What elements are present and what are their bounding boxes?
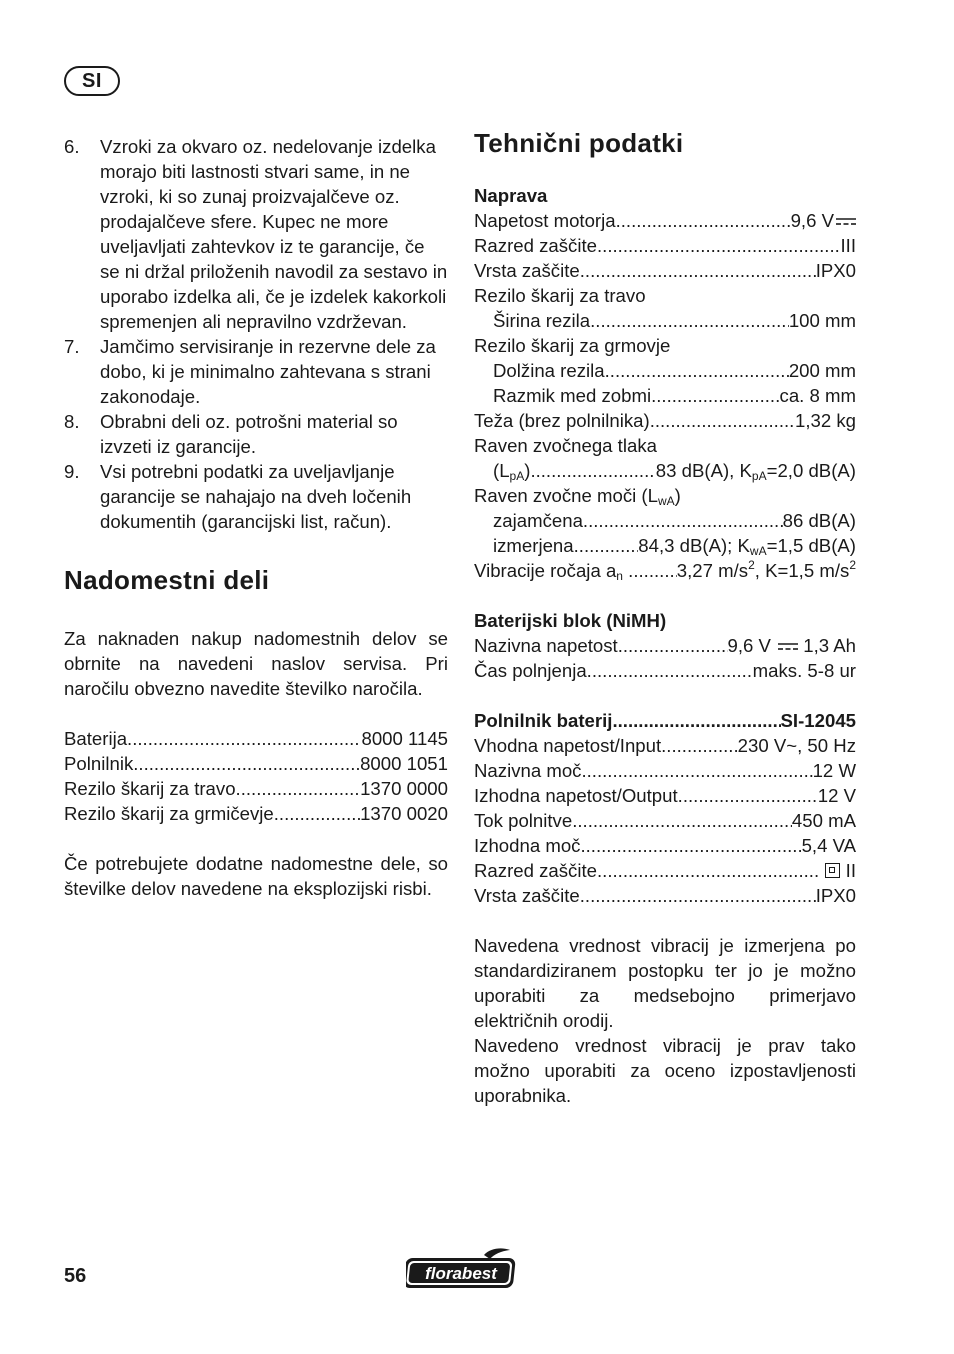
spare-parts-note: Če potrebujete dodatne nadomestne dele, so številke delov navedene na eksplozijski risbi.	[64, 853, 448, 899]
spare-part-row	[64, 751, 448, 776]
battery-subheading: Baterijski blok (NiMH)	[474, 610, 667, 631]
spec-label: Napetost motorja	[474, 210, 616, 231]
spec-value: 86 dB(A)	[782, 510, 856, 531]
spare-part-number: 8000 1145	[361, 728, 448, 749]
spec-label: Širina rezila	[493, 310, 591, 331]
list-number: 9.	[64, 461, 80, 482]
spec-label: Vrsta zaščite	[474, 260, 580, 281]
spec-value: 83 dB(A), $K_{pA}=2,0$ dB(A)	[655, 460, 856, 483]
spec-row-sound-pressure	[474, 458, 856, 483]
list-item	[64, 134, 448, 334]
spare-parts-heading: Nadomestni deli	[64, 565, 270, 595]
spare-parts-intro: Za naknaden nakup nadomestnih delov se obrnite na navedeni naslov servisa. Pri naročilu obvezno navedite številko naročila.	[64, 628, 448, 699]
spec-row-weight	[474, 408, 856, 433]
spec-value: 230 V~, 50 Hz	[737, 735, 856, 756]
spec-row-guaranteed	[474, 508, 856, 533]
spec-value: 12 W	[812, 760, 856, 781]
spare-part-label: Rezilo škarij za travo	[64, 778, 236, 799]
spec-label: Razred zaščite	[474, 235, 597, 256]
spec-label: Tok polnitve	[474, 810, 573, 831]
spec-label: Teža (brez polnilnika)	[474, 410, 650, 431]
spare-parts-list	[64, 726, 448, 826]
spec-value: 450 mA	[791, 810, 856, 831]
spec-group-sound-power: Raven zvočne moči $(L_{wA})$	[474, 485, 681, 508]
spec-row-blade-width	[474, 308, 856, 333]
double-insulation-icon	[825, 863, 840, 878]
left-column	[64, 134, 448, 901]
vibration-note-2: Navedeno vrednost vibracij je prav tako možno uporabiti za oceno izpostavljenosti uporabnika.	[474, 1035, 856, 1106]
spec-row-charger-protection-class	[474, 858, 856, 883]
dc-current-icon	[836, 216, 856, 226]
spec-value: 200 mm	[788, 360, 856, 381]
spec-row-charge-time	[474, 658, 856, 683]
list-text: Vsi potrebni podatki za uveljavljanje garancije se nahajajo na dveh ločenih dokumentih (garancijski list, račun).	[100, 461, 412, 532]
spec-value: 3,27 $m/s^2$, K=1,5 $m/s^2$	[676, 558, 856, 581]
list-item	[64, 334, 448, 409]
spare-part-row	[64, 776, 448, 801]
spec-label: Vhodna napetost/Input	[474, 735, 662, 756]
spec-label: $(L_{pA})$	[493, 460, 531, 483]
spec-row-tooth-gap	[474, 383, 856, 408]
list-item	[64, 409, 448, 459]
spec-value: III	[840, 235, 856, 256]
spec-label: zajamčena	[493, 510, 583, 531]
spec-value: 5,4 VA	[801, 835, 856, 856]
list-number: 7.	[64, 336, 80, 357]
spec-row-nominal-voltage	[474, 633, 856, 658]
spare-part-number: 8000 1051	[360, 753, 448, 774]
svg-text:florabest: florabest	[425, 1264, 497, 1283]
spec-row-rated-power	[474, 758, 856, 783]
spec-value: II	[819, 858, 856, 883]
spare-part-number: 1370 0020	[360, 803, 448, 824]
warranty-list	[64, 134, 448, 534]
spare-part-label: Baterija	[64, 728, 128, 749]
spec-label: Razmik med zobmi	[493, 385, 652, 406]
spec-row-input-voltage	[474, 733, 856, 758]
list-item	[64, 459, 448, 534]
spec-value: 12 V	[817, 785, 856, 806]
list-text: Vzroki za okvaro oz. nedelovanje izdelka morajo biti lastnosti stvari same, in ne vzroki, ki so zunaj proizvajalčeve oz. prodajalčeve sfere. Kupec ne more uveljavljati zahtevkov iz te garancije, če se ni držal priloženih navodil za sestavo in uporabo izdelka ali, če je izdelek kakorkoli spremenjen ali nepravilno vzdrževan.	[100, 136, 448, 332]
spec-value: 100 mm	[788, 310, 856, 331]
spec-value: IPX0	[815, 260, 856, 281]
list-number: 8.	[64, 411, 80, 432]
spec-value: IPX0	[815, 885, 856, 906]
spec-label: izmerjena	[493, 535, 574, 556]
spec-label: Nazivna moč	[474, 760, 582, 781]
spare-part-row	[64, 726, 448, 751]
spec-row-measured	[474, 533, 856, 558]
charger-subheading	[474, 708, 856, 733]
spec-group-shrub-blade: Rezilo škarij za grmovje	[474, 335, 671, 356]
spec-value: 9,6 V	[791, 208, 856, 233]
spec-label: Dolžina rezila	[493, 360, 605, 381]
spare-part-label: Polnilnik	[64, 753, 134, 774]
spec-row-protection-class	[474, 233, 856, 258]
spec-row-output-power	[474, 833, 856, 858]
spec-label: Vrsta zaščite	[474, 885, 580, 906]
spec-label: Razred zaščite	[474, 860, 597, 881]
spec-label: Izhodna napetost/Output	[474, 785, 678, 806]
spec-label: Izhodna moč	[474, 835, 581, 856]
spec-value: 1,32 kg	[795, 410, 856, 431]
spec-label: Čas polnjenja	[474, 660, 587, 681]
tech-data-heading: Tehnični podatki	[474, 128, 684, 158]
spare-part-number: 1370 0000	[360, 778, 448, 799]
spec-row-vibration	[474, 558, 856, 583]
spec-value: 84,3 dB(A); $K_{wA}=1,5$ dB(A)	[638, 535, 856, 558]
spare-part-label: Rezilo škarij za grmičevje	[64, 803, 274, 824]
charger-model: SI-12045	[780, 710, 856, 731]
list-text: Jamčimo servisiranje in rezervne dele za dobo, ki je minimalno zahtevana s strani zakonodaje.	[100, 336, 436, 407]
spec-row-blade-length	[474, 358, 856, 383]
spec-row-charger-protection-type	[474, 883, 856, 908]
spec-group-sound-pressure: Raven zvočnega tlaka	[474, 435, 657, 456]
spec-row-charge-current	[474, 808, 856, 833]
list-text: Obrabni deli oz. potrošni material so izvzeti iz garancije.	[100, 411, 398, 457]
device-subheading: Naprava	[474, 185, 548, 206]
right-column	[474, 125, 856, 1108]
spec-value: 9,6 V 1,3 Ah	[727, 635, 856, 656]
spec-row-motor-voltage	[474, 208, 856, 233]
dc-current-icon	[778, 641, 798, 651]
spec-label: Nazivna napetost	[474, 635, 618, 656]
spec-row-output-voltage	[474, 783, 856, 808]
page-number: 56	[64, 1265, 87, 1287]
spec-row-protection-type	[474, 258, 856, 283]
spec-label: Vibracije ročaja $a_n$	[474, 560, 623, 583]
spec-value: ca. 8 mm	[779, 385, 856, 406]
spec-group-grass-blade: Rezilo škarij za travo	[474, 285, 646, 306]
florabest-logo	[406, 1247, 518, 1291]
list-number: 6.	[64, 136, 80, 157]
vibration-note-1: Navedena vrednost vibracij je izmerjena po standardiziranem postopku ter jo je možno uporabiti za medsebojno primerjavo električnih orodij.	[474, 935, 856, 1031]
spare-part-row	[64, 801, 448, 826]
language-badge: SI	[64, 66, 120, 96]
spec-label: Polnilnik baterij	[474, 710, 613, 731]
spec-value: maks. 5-8 ur	[752, 660, 856, 681]
